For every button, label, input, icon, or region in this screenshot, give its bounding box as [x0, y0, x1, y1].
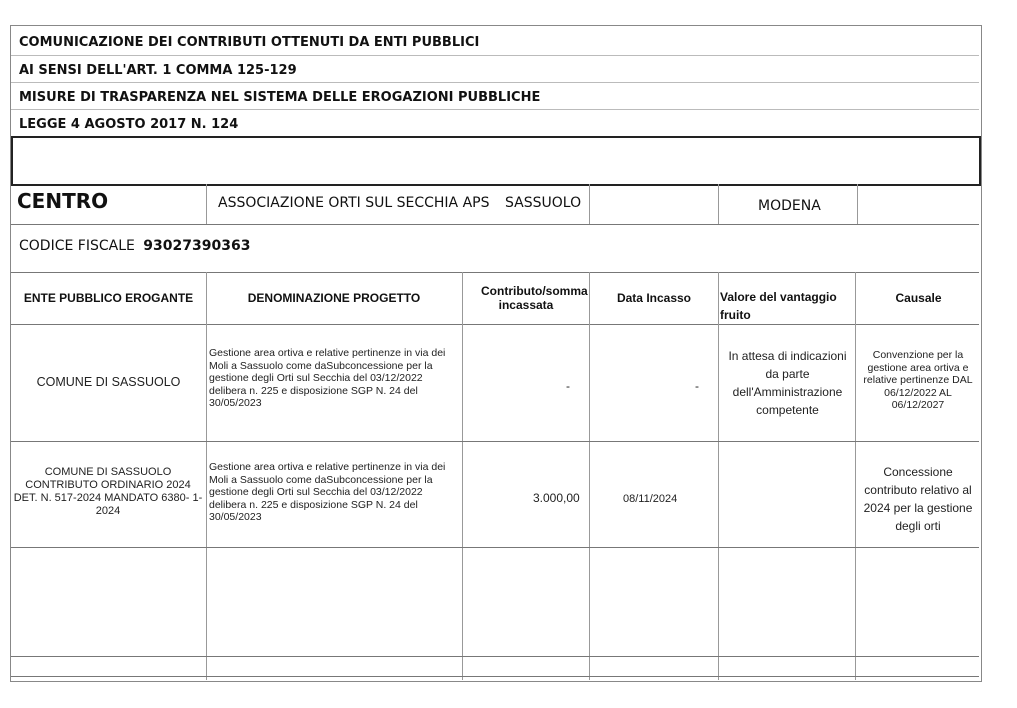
divider [718, 184, 719, 224]
row1-valore: In attesa di indicazioni da parte dell'Amministrazione competente [728, 349, 847, 417]
divider [857, 184, 858, 224]
rule [11, 55, 979, 56]
col-header-ente: ENTE PUBBLICO EROGANTE [23, 291, 194, 305]
rule [11, 109, 979, 110]
divider [206, 184, 207, 224]
col-header-valore: Valore del vantaggio fruito [720, 290, 837, 322]
col-header-causale: Causale [895, 291, 942, 305]
rule [11, 547, 979, 548]
row1-data: - [695, 379, 699, 393]
row2-data: 08/11/2024 [623, 493, 678, 505]
title-line-1: COMUNICAZIONE DEI CONTRIBUTI OTTENUTI DA ENTI PUBBLICI [19, 35, 480, 50]
rule [11, 82, 979, 83]
city: SASSUOLO [505, 195, 582, 211]
divider [462, 272, 463, 680]
row2-causale: Concessione contributo relativo al 2024 per la gestione degli orti [863, 465, 973, 533]
codice-fiscale-label: CODICE FISCALE [19, 238, 135, 254]
row2-progetto: Gestione area ortiva e relative pertinenze in via dei Moli a Sassuolo come daSubconcessione per la gestione degli Orti sul Secchia del 03/12/2022 delibera n. 225 e disposizione SGP N. 24 del 30/05/2023 [209, 461, 446, 523]
row1-contributo: - [566, 379, 570, 393]
province: MODENA [758, 198, 821, 214]
title-line-2: AI SENSI DELL'ART. 1 COMMA 125-129 [19, 63, 297, 78]
col-header-data: Data Incasso [616, 291, 692, 305]
rule [11, 324, 979, 325]
divider [589, 272, 590, 680]
row1-causale: Convenzione per la gestione area ortiva e relative pertinenze DAL 06/12/2022 AL 06/12/2027 [863, 349, 973, 411]
title-line-4: LEGGE 4 AGOSTO 2017 N. 124 [19, 117, 239, 132]
rule [11, 224, 979, 225]
row1-ente: COMUNE DI SASSUOLO [36, 375, 181, 389]
rule [11, 441, 979, 442]
col-header-progetto: DENOMINAZIONE PROGETTO [247, 291, 421, 305]
centro-label: CENTRO [17, 189, 109, 213]
document-page [10, 25, 982, 682]
col-header-contributo: Contributo/somma incassata [481, 284, 588, 312]
association-name: ASSOCIAZIONE ORTI SUL SECCHIA APS [218, 195, 490, 211]
rule [11, 676, 979, 677]
rule [11, 656, 979, 657]
divider [206, 272, 207, 680]
row1-progetto: Gestione area ortiva e relative pertinenze in via dei Moli a Sassuolo come daSubconcessione per la gestione degli Orti sul Secchia del 03/12/2022 delibera n. 225 e disposizione SGP N. 24 del 30/05/2023 [209, 347, 446, 409]
divider [718, 272, 719, 680]
title-line-3: MISURE DI TRASPARENZA NEL SISTEMA DELLE EROGAZIONI PUBBLICHE [19, 90, 541, 105]
row2-ente: COMUNE DI SASSUOLO CONTRIBUTO ORDINARIO 2024 DET. N. 517-2024 MANDATO 6380- 1-2024 [13, 466, 203, 517]
empty-box [11, 136, 981, 186]
divider [589, 184, 590, 224]
row2-contributo: 3.000,00 [533, 491, 580, 505]
divider [855, 272, 856, 680]
codice-fiscale-value: 93027390363 [143, 238, 251, 254]
codice-fiscale [19, 238, 250, 254]
